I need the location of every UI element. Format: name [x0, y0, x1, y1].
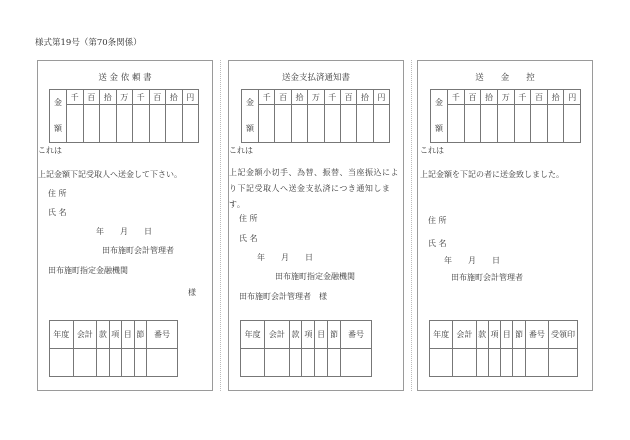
amount-label-kin: 金: [435, 98, 443, 107]
account-header: 目: [315, 321, 328, 349]
account-cell[interactable]: [147, 349, 178, 377]
receipt-seal-cell[interactable]: [549, 349, 578, 377]
digit-header: 百: [275, 90, 291, 105]
account-cell[interactable]: [453, 349, 476, 377]
digit-cell[interactable]: [166, 105, 183, 143]
address-label: 住 所: [48, 189, 67, 198]
account-table: [49, 320, 178, 377]
digit-header: 円: [564, 90, 581, 105]
account-cell[interactable]: [501, 349, 513, 377]
bank-label: 田布施町指定金融機関: [275, 272, 355, 281]
account-header: 節: [513, 321, 525, 349]
digit-header: 百: [531, 90, 548, 105]
digit-cell[interactable]: [324, 105, 340, 143]
name-label: 氏 名: [239, 234, 258, 243]
account-header: 款: [289, 321, 302, 349]
digit-cell[interactable]: [116, 105, 133, 143]
digit-cell[interactable]: [182, 105, 199, 143]
account-cell[interactable]: [513, 349, 525, 377]
digit-header: 万: [116, 90, 133, 105]
digit-cell[interactable]: [497, 105, 514, 143]
account-header: 年度: [430, 321, 453, 349]
account-cell[interactable]: [241, 349, 265, 377]
digit-header: 円: [182, 90, 199, 105]
digit-header: 拾: [291, 90, 307, 105]
account-header: 会計: [265, 321, 289, 349]
account-header: 年度: [50, 321, 74, 349]
cut-line: [411, 60, 412, 391]
digit-header: 百: [149, 90, 166, 105]
account-cell[interactable]: [109, 349, 121, 377]
accountant-label: 田布施町会計管理者 様: [239, 292, 327, 301]
digit-cell[interactable]: [357, 105, 373, 143]
digit-header: 千: [133, 90, 150, 105]
body-text: 上記金額を下記の者に送金致しました。: [420, 170, 564, 179]
digit-header: 万: [497, 90, 514, 105]
digit-header: 百: [464, 90, 481, 105]
payment-notice-panel: [228, 60, 404, 391]
account-header: 項: [488, 321, 500, 349]
digit-cell[interactable]: [83, 105, 100, 143]
amount-table: [241, 89, 390, 143]
digit-cell[interactable]: [373, 105, 389, 143]
account-header: 款: [97, 321, 109, 349]
accountant-label: 田布施町会計管理者: [102, 246, 174, 255]
kore-wa: これは: [420, 146, 444, 155]
name-label: 氏 名: [48, 208, 67, 217]
amount-label-gaku: 額: [435, 124, 443, 133]
digit-header: 百: [83, 90, 100, 105]
digit-header: 円: [373, 90, 389, 105]
panel-title: 送金支払済通知書: [281, 73, 350, 83]
digit-header: 拾: [100, 90, 117, 105]
account-header: 会計: [73, 321, 97, 349]
digit-cell[interactable]: [531, 105, 548, 143]
digit-cell[interactable]: [547, 105, 564, 143]
digit-cell[interactable]: [448, 105, 465, 143]
digit-cell[interactable]: [133, 105, 150, 143]
account-header: 項: [302, 321, 315, 349]
digit-header: 拾: [166, 90, 183, 105]
account-cell[interactable]: [50, 349, 74, 377]
digit-header: 千: [324, 90, 340, 105]
date-label: 年 月 日: [96, 227, 152, 236]
date-label: 年 月 日: [444, 256, 500, 265]
account-cell[interactable]: [328, 349, 341, 377]
account-cell[interactable]: [73, 349, 97, 377]
digit-cell[interactable]: [291, 105, 307, 143]
account-cell[interactable]: [289, 349, 302, 377]
digit-cell[interactable]: [149, 105, 166, 143]
address-label: 住 所: [428, 216, 447, 225]
name-label: 氏 名: [428, 239, 447, 248]
account-cell[interactable]: [302, 349, 315, 377]
digit-cell[interactable]: [67, 105, 84, 143]
account-header: 番号: [147, 321, 178, 349]
account-header: 目: [122, 321, 134, 349]
digit-header: 拾: [357, 90, 373, 105]
digit-cell[interactable]: [100, 105, 117, 143]
accountant-label: 田布施町会計管理者: [451, 273, 523, 282]
body-text: 上記金額小切手、為替、振替、当座振込により下記受取人へ送金支払済につき通知します。: [229, 168, 399, 209]
amount-label-gaku: 額: [246, 124, 254, 133]
digit-cell[interactable]: [514, 105, 531, 143]
account-cell[interactable]: [341, 349, 372, 377]
digit-header: 拾: [547, 90, 564, 105]
account-cell[interactable]: [525, 349, 548, 377]
honorific: 様: [188, 288, 196, 297]
account-cell[interactable]: [476, 349, 488, 377]
account-header: 節: [328, 321, 341, 349]
account-header: 受領印: [549, 321, 578, 349]
form-number: 様式第19号（第70条関係）: [35, 38, 142, 48]
remittance-stub-panel: [417, 60, 593, 391]
account-cell[interactable]: [97, 349, 109, 377]
account-cell[interactable]: [488, 349, 500, 377]
body-text: 上記金額下記受取人へ送金して下さい。: [38, 170, 182, 179]
remittance-request-panel: [37, 60, 213, 391]
kore-wa: これは: [229, 146, 253, 155]
account-header: 款: [476, 321, 488, 349]
digit-cell[interactable]: [275, 105, 291, 143]
digit-header: 千: [448, 90, 465, 105]
amount-table: [430, 89, 581, 143]
bank-label: 田布施町指定金融機関: [48, 266, 128, 275]
panel-title: 送 金 控: [475, 73, 535, 83]
digit-cell[interactable]: [564, 105, 581, 143]
account-cell[interactable]: [430, 349, 453, 377]
account-cell[interactable]: [265, 349, 289, 377]
account-cell[interactable]: [315, 349, 328, 377]
digit-cell[interactable]: [464, 105, 481, 143]
account-header: 目: [501, 321, 513, 349]
digit-cell[interactable]: [308, 105, 324, 143]
amount-label-kin: 金: [246, 98, 254, 107]
account-header: 項: [109, 321, 121, 349]
digit-cell[interactable]: [481, 105, 498, 143]
digit-cell[interactable]: [259, 105, 275, 143]
account-cell[interactable]: [134, 349, 147, 377]
kore-wa: これは: [38, 146, 62, 155]
amount-label-kin: 金: [54, 98, 62, 107]
account-header: 節: [134, 321, 147, 349]
account-table: [240, 320, 372, 377]
panel-title: 送 金 依 頼 書: [98, 73, 152, 83]
digit-header: 千: [259, 90, 275, 105]
cut-line: [220, 60, 221, 391]
digit-header: 万: [308, 90, 324, 105]
account-header: 番号: [525, 321, 548, 349]
date-label: 年 月 日: [257, 253, 313, 262]
account-header: 番号: [341, 321, 372, 349]
digit-cell[interactable]: [340, 105, 356, 143]
account-table: [429, 320, 578, 377]
digit-header: 千: [67, 90, 84, 105]
account-header: 会計: [453, 321, 476, 349]
account-cell[interactable]: [122, 349, 134, 377]
digit-header: 拾: [481, 90, 498, 105]
amount-label-gaku: 額: [54, 124, 62, 133]
digit-header: 千: [514, 90, 531, 105]
account-header: 年度: [241, 321, 265, 349]
amount-table: [49, 89, 199, 143]
digit-header: 百: [340, 90, 356, 105]
address-label: 住 所: [239, 214, 258, 223]
